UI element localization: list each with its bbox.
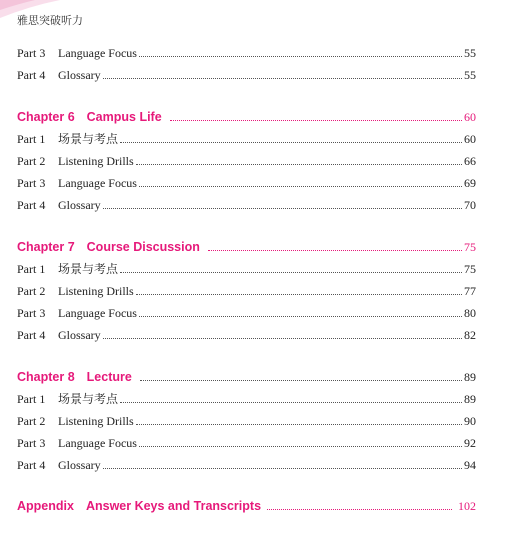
dot-leader <box>103 468 462 469</box>
dot-leader <box>139 446 462 447</box>
part-title: Listening Drills <box>58 284 134 298</box>
dot-leader <box>103 78 462 79</box>
part-title: 场景与考点 <box>58 262 119 276</box>
toc-entry[interactable] <box>17 326 476 342</box>
toc-entry[interactable] <box>17 412 476 428</box>
page-number: 75 <box>464 262 476 276</box>
dot-leader <box>120 272 462 273</box>
page-number: 102 <box>458 499 476 513</box>
part-title: Language Focus <box>58 436 137 450</box>
dot-leader <box>139 186 462 187</box>
chapter-label: Chapter 7 <box>17 240 75 254</box>
chapter-heading[interactable] <box>17 368 476 384</box>
dot-leader <box>139 316 462 317</box>
part-number: Part 2 <box>17 414 46 428</box>
toc-entry[interactable] <box>17 152 476 168</box>
page-number: 69 <box>464 176 476 190</box>
part-title: 场景与考点 <box>58 392 119 406</box>
page-number: 89 <box>464 370 476 384</box>
toc-entry[interactable] <box>17 304 476 320</box>
chapter-heading[interactable] <box>17 238 476 254</box>
page-number: 75 <box>464 240 476 254</box>
page-number: 82 <box>464 328 476 342</box>
chapter-heading[interactable] <box>17 108 476 124</box>
dot-leader <box>136 164 462 165</box>
dot-leader <box>103 208 462 209</box>
dot-leader <box>136 294 462 295</box>
part-number: Part 4 <box>17 68 46 82</box>
dot-leader <box>208 250 462 251</box>
dot-leader <box>103 338 462 339</box>
toc-entry[interactable] <box>17 130 476 146</box>
dot-leader <box>170 120 462 121</box>
part-number: Part 1 <box>17 132 46 146</box>
dot-leader <box>120 142 462 143</box>
dot-leader <box>140 380 462 381</box>
toc-entry[interactable] <box>17 434 476 450</box>
part-number: Part 3 <box>17 46 46 60</box>
page-number: 55 <box>464 46 476 60</box>
chapter-label: Chapter 8 <box>17 370 75 384</box>
page-number: 92 <box>464 436 476 450</box>
book-title-header: 雅思突破听力 <box>17 14 83 27</box>
chapter-label: Chapter 6 <box>17 110 75 124</box>
page-number: 55 <box>464 68 476 82</box>
toc-entry[interactable] <box>17 44 476 60</box>
part-title: Glossary <box>58 198 101 212</box>
part-number: Part 1 <box>17 392 46 406</box>
part-title: Language Focus <box>58 46 137 60</box>
part-number: Part 1 <box>17 262 46 276</box>
page-number: 70 <box>464 198 476 212</box>
page-number: 89 <box>464 392 476 406</box>
part-title: Glossary <box>58 68 101 82</box>
part-number: Part 2 <box>17 284 46 298</box>
part-title: Language Focus <box>58 306 137 320</box>
dot-leader <box>267 509 452 510</box>
appendix-heading[interactable] <box>17 497 476 513</box>
part-number: Part 2 <box>17 154 46 168</box>
part-title: Listening Drills <box>58 414 134 428</box>
page-number: 94 <box>464 458 476 472</box>
part-title: Listening Drills <box>58 154 134 168</box>
chapter-title: Lecture <box>86 370 132 384</box>
part-title: 场景与考点 <box>58 132 119 146</box>
part-number: Part 4 <box>17 458 46 472</box>
part-title: Language Focus <box>58 176 137 190</box>
toc-entry[interactable] <box>17 174 476 190</box>
dot-leader <box>120 402 462 403</box>
part-number: Part 4 <box>17 198 46 212</box>
page-number: 90 <box>464 414 476 428</box>
toc-entry[interactable] <box>17 260 476 276</box>
toc-entry[interactable] <box>17 196 476 212</box>
page-number: 66 <box>464 154 476 168</box>
dot-leader <box>136 424 462 425</box>
dot-leader <box>139 56 462 57</box>
page-number: 80 <box>464 306 476 320</box>
toc-entry[interactable] <box>17 390 476 406</box>
toc-entry[interactable] <box>17 282 476 298</box>
page-number: 60 <box>464 132 476 146</box>
page-number: 77 <box>464 284 476 298</box>
part-number: Part 4 <box>17 328 46 342</box>
chapter-title: Course Discussion <box>86 240 200 254</box>
part-title: Glossary <box>58 458 101 472</box>
page-number: 60 <box>464 110 476 124</box>
part-number: Part 3 <box>17 306 46 320</box>
toc-entry[interactable] <box>17 456 476 472</box>
part-title: Glossary <box>58 328 101 342</box>
appendix-title: Answer Keys and Transcripts <box>85 499 262 513</box>
part-number: Part 3 <box>17 436 46 450</box>
appendix-label: Appendix <box>17 499 74 513</box>
chapter-title: Campus Life <box>86 110 162 124</box>
part-number: Part 3 <box>17 176 46 190</box>
toc-entry[interactable] <box>17 66 476 82</box>
